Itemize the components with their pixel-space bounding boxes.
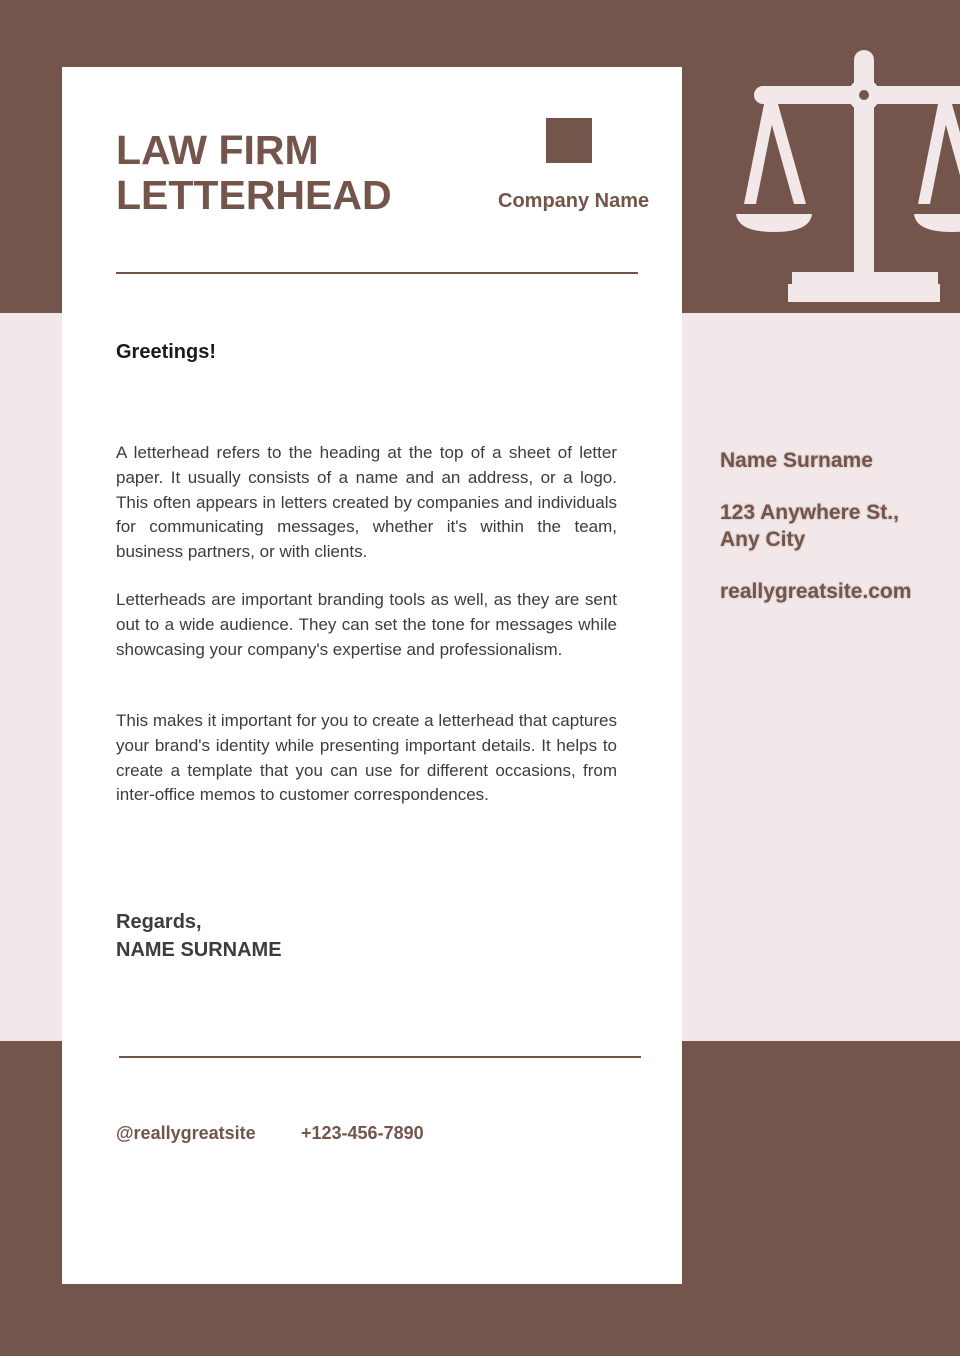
social-handle: @reallygreatsite <box>116 1123 256 1143</box>
scales-of-justice-icon <box>730 48 960 308</box>
square-logo-icon <box>546 118 592 163</box>
address-line-1: 123 Anywhere St., <box>720 501 899 524</box>
body-paragraph-1: A letterhead refers to the heading at the top of a sheet of letter paper. It usually consists of a name and an address, or a logo. This often appears in letters created by companies and individuals for communicating messages, whether it's within the team, business partners, or with clients. <box>116 443 617 562</box>
phone-number: +123-456-7890 <box>301 1123 424 1143</box>
company-name: Company Name <box>498 190 650 212</box>
sidebar-name: Name Surname <box>720 449 873 472</box>
address-line-2: Any City <box>720 528 806 551</box>
sidebar-website: reallygreatsite.com <box>720 580 912 603</box>
closing: Regards, <box>116 911 202 933</box>
body-paragraph-2: Letterheads are important branding tools as well, as they are sent out to a wide audience. They can set the tone for messages while showcasing your company's expertise and professionalism. <box>116 590 617 659</box>
sidebar-address <box>720 499 899 553</box>
greeting: Greetings! <box>116 341 217 363</box>
closing-block <box>116 908 282 964</box>
letter-paper <box>62 67 682 1284</box>
title-line-1: LAW FIRM <box>116 127 319 173</box>
header-divider <box>116 272 638 274</box>
page-title <box>116 128 392 218</box>
footer-divider <box>119 1056 641 1058</box>
title-line-2: LETTERHEAD <box>116 172 392 218</box>
body-paragraph-3: This makes it important for you to create a letterhead that captures your brand's identity while presenting important details. It helps to create a template that you can use for different occasions, from inter-office memos to customer correspondences. <box>116 711 617 805</box>
signature-name: NAME SURNAME <box>116 939 282 961</box>
